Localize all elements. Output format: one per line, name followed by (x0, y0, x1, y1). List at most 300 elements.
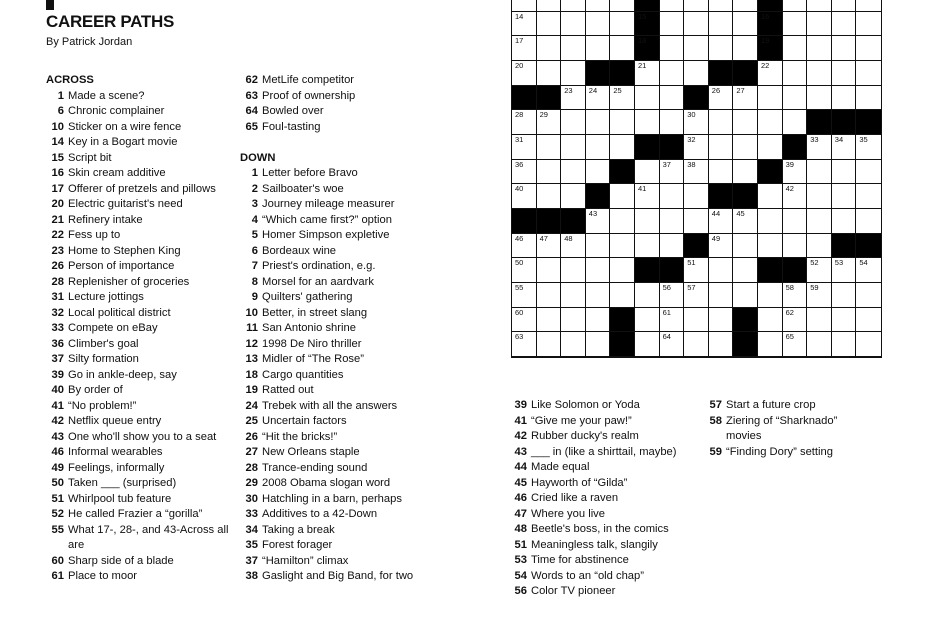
grid-cell[interactable] (684, 135, 709, 160)
clue-text: Start a future crop (726, 399, 816, 411)
down-clue[interactable] (240, 290, 420, 306)
grid-cell[interactable] (832, 160, 857, 185)
down-clue[interactable] (509, 584, 699, 600)
grid-cell[interactable] (709, 86, 734, 111)
grid-cell[interactable] (832, 0, 857, 12)
grid-cell[interactable] (733, 160, 758, 185)
grid-block (758, 160, 783, 185)
across-clue[interactable] (46, 290, 231, 306)
across-clue[interactable] (46, 321, 231, 337)
across-clue[interactable] (46, 554, 231, 570)
grid-cell[interactable] (856, 283, 881, 308)
down-clue[interactable] (509, 429, 699, 445)
grid-cell[interactable] (783, 332, 808, 357)
grid-cell[interactable] (561, 308, 586, 333)
grid-cell[interactable] (709, 209, 734, 234)
grid-cell[interactable] (709, 234, 734, 259)
grid-cell[interactable] (832, 135, 857, 160)
grid-cell[interactable] (856, 0, 881, 12)
grid-cell[interactable] (807, 258, 832, 283)
clue-text: Cargo quantities (262, 368, 344, 381)
grid-cell[interactable] (856, 86, 881, 111)
grid-cell[interactable] (512, 12, 537, 37)
grid-cell[interactable] (610, 110, 635, 135)
grid-cell[interactable] (733, 110, 758, 135)
grid-cell[interactable] (586, 209, 611, 234)
grid-cell[interactable] (537, 36, 562, 61)
grid-block (758, 12, 783, 37)
grid-cell[interactable] (561, 332, 586, 357)
down-clue[interactable] (509, 522, 699, 538)
grid-cell[interactable] (537, 234, 562, 259)
across-clue[interactable] (46, 135, 231, 151)
grid-cell[interactable] (709, 160, 734, 185)
clue-column-4 (704, 398, 864, 460)
grid-cell[interactable] (783, 283, 808, 308)
grid-cell[interactable] (758, 110, 783, 135)
grid-cell[interactable] (709, 0, 734, 12)
grid-cell[interactable] (684, 12, 709, 37)
grid-cell[interactable] (733, 283, 758, 308)
grid-cell[interactable] (512, 135, 537, 160)
cell-number: 14 (515, 11, 524, 21)
grid-cell[interactable] (610, 135, 635, 160)
grid-cell[interactable] (856, 308, 881, 333)
clue-text: He called Frazier a “gorilla” (68, 508, 203, 520)
across-clue[interactable] (240, 120, 420, 136)
down-clue[interactable] (509, 553, 699, 569)
across-clue[interactable] (46, 430, 231, 446)
across-clue[interactable] (46, 151, 231, 167)
down-clue[interactable] (240, 259, 420, 275)
clue-number: 10 (51, 120, 64, 133)
down-clue[interactable] (240, 492, 420, 508)
across-clue[interactable] (46, 414, 231, 430)
grid-cell[interactable] (635, 86, 660, 111)
grid-block (635, 36, 660, 61)
grid-cell[interactable] (709, 36, 734, 61)
grid-cell[interactable] (832, 86, 857, 111)
clue-text: “Give me your paw!” (531, 414, 632, 427)
clue-text: “Finding Dory” setting (726, 445, 833, 458)
across-clue[interactable] (46, 259, 231, 275)
grid-cell[interactable] (832, 184, 857, 209)
grid-cell[interactable] (684, 283, 709, 308)
grid-cell[interactable] (856, 258, 881, 283)
down-clue[interactable] (240, 507, 420, 523)
grid-cell[interactable] (635, 209, 660, 234)
grid-block (512, 86, 537, 111)
grid-cell[interactable] (856, 61, 881, 86)
grid-cell[interactable] (561, 184, 586, 209)
grid-cell[interactable] (635, 283, 660, 308)
grid-cell[interactable] (684, 110, 709, 135)
grid-cell[interactable] (660, 283, 685, 308)
down-clue[interactable] (240, 414, 420, 430)
grid-cell[interactable] (561, 283, 586, 308)
grid-cell[interactable] (684, 0, 709, 12)
grid-cell[interactable] (586, 308, 611, 333)
grid-cell[interactable] (684, 36, 709, 61)
grid-cell[interactable] (733, 36, 758, 61)
grid-cell[interactable] (537, 12, 562, 37)
grid-cell[interactable] (856, 160, 881, 185)
grid-cell[interactable] (660, 184, 685, 209)
grid-cell[interactable] (832, 308, 857, 333)
grid-cell[interactable] (807, 61, 832, 86)
clue-text: Sailboater's woe (262, 182, 344, 195)
grid-cell[interactable] (758, 332, 783, 357)
grid-cell[interactable] (660, 61, 685, 86)
down-clue[interactable] (240, 306, 420, 322)
clue-number: 1 (57, 89, 64, 102)
grid-cell[interactable] (758, 234, 783, 259)
grid-cell[interactable] (856, 135, 881, 160)
grid-cell[interactable] (561, 86, 586, 111)
across-clue[interactable] (46, 383, 231, 399)
grid-cell[interactable] (586, 258, 611, 283)
grid-cell[interactable] (709, 135, 734, 160)
down-clue[interactable] (509, 414, 699, 430)
grid-cell[interactable] (660, 0, 685, 12)
grid-cell[interactable] (660, 209, 685, 234)
grid-cell[interactable] (832, 332, 857, 357)
across-clue[interactable] (46, 476, 231, 492)
grid-cell[interactable] (537, 61, 562, 86)
across-clue[interactable] (46, 228, 231, 244)
grid-cell[interactable] (709, 12, 734, 37)
grid-cell[interactable] (660, 110, 685, 135)
grid-cell[interactable] (758, 86, 783, 111)
grid-cell[interactable] (684, 160, 709, 185)
grid-cell[interactable] (783, 308, 808, 333)
grid-cell[interactable] (512, 332, 537, 357)
grid-cell[interactable] (660, 12, 685, 37)
grid-cell[interactable] (783, 0, 808, 12)
grid-cell[interactable] (610, 12, 635, 37)
grid-cell[interactable] (856, 332, 881, 357)
grid-cell[interactable] (758, 135, 783, 160)
grid-cell[interactable] (660, 332, 685, 357)
across-clue[interactable] (240, 104, 420, 120)
across-clue[interactable] (46, 182, 231, 198)
clue-text: Chronic complainer (68, 105, 165, 117)
across-clue[interactable] (46, 166, 231, 182)
grid-cell[interactable] (807, 36, 832, 61)
down-clue[interactable] (240, 213, 420, 229)
clue-column-2 (240, 73, 420, 585)
grid-cell[interactable] (807, 308, 832, 333)
grid-cell[interactable] (807, 184, 832, 209)
grid-cell[interactable] (856, 209, 881, 234)
grid-cell[interactable] (684, 209, 709, 234)
down-clue[interactable] (704, 414, 864, 445)
grid-cell[interactable] (537, 0, 562, 12)
grid-cell[interactable] (783, 184, 808, 209)
grid-cell[interactable] (684, 61, 709, 86)
grid-cell[interactable] (832, 258, 857, 283)
down-clue[interactable] (240, 461, 420, 477)
grid-cell[interactable] (660, 308, 685, 333)
grid-cell[interactable] (684, 258, 709, 283)
grid-cell[interactable] (512, 258, 537, 283)
across-clue[interactable] (46, 507, 231, 523)
down-clue[interactable] (240, 383, 420, 399)
grid-cell[interactable] (783, 110, 808, 135)
grid-cell[interactable] (660, 160, 685, 185)
grid-cell[interactable] (561, 258, 586, 283)
grid-cell[interactable] (807, 283, 832, 308)
grid-cell[interactable] (807, 0, 832, 12)
down-clue[interactable] (240, 445, 420, 461)
grid-cell[interactable] (709, 258, 734, 283)
grid-cell[interactable] (832, 283, 857, 308)
down-clue[interactable] (240, 352, 420, 368)
across-clue[interactable] (46, 569, 231, 585)
down-clue[interactable] (240, 476, 420, 492)
clue-number: 6 (251, 244, 258, 257)
clue-number: 39 (514, 399, 527, 411)
across-clue[interactable] (240, 89, 420, 105)
grid-cell[interactable] (832, 61, 857, 86)
grid-cell[interactable] (561, 12, 586, 37)
grid-cell[interactable] (537, 308, 562, 333)
down-clue[interactable] (240, 430, 420, 446)
down-clue[interactable] (509, 569, 699, 585)
grid-cell[interactable] (709, 308, 734, 333)
grid-cell[interactable] (783, 160, 808, 185)
clue-number: 53 (514, 554, 527, 566)
grid-cell[interactable] (733, 234, 758, 259)
grid-cell[interactable] (537, 184, 562, 209)
across-clue[interactable] (46, 120, 231, 136)
grid-cell[interactable] (512, 308, 537, 333)
grid-cell[interactable] (586, 283, 611, 308)
down-clue[interactable] (509, 476, 699, 492)
grid-cell[interactable] (586, 0, 611, 12)
grid-block (783, 258, 808, 283)
grid-cell[interactable] (586, 160, 611, 185)
grid-cell[interactable] (832, 36, 857, 61)
grid-block (561, 209, 586, 234)
down-clue[interactable] (240, 337, 420, 353)
clue-text: Go in ankle-deep, say (68, 368, 177, 381)
down-clue[interactable] (240, 166, 420, 182)
grid-cell[interactable] (807, 160, 832, 185)
grid-cell[interactable] (783, 209, 808, 234)
down-clue[interactable] (240, 569, 420, 585)
grid-cell[interactable] (586, 12, 611, 37)
down-clue[interactable] (240, 275, 420, 291)
across-clue[interactable] (46, 461, 231, 477)
grid-cell[interactable] (684, 332, 709, 357)
cell-number: 17 (515, 36, 524, 46)
grid-cell[interactable] (561, 160, 586, 185)
grid-cell[interactable] (783, 234, 808, 259)
grid-cell[interactable] (512, 160, 537, 185)
clue-number: 5 (251, 229, 258, 241)
clue-text: Refinery intake (68, 213, 143, 226)
across-clue[interactable] (46, 523, 231, 554)
grid-cell[interactable] (512, 36, 537, 61)
grid-cell[interactable] (561, 36, 586, 61)
grid-block (660, 258, 685, 283)
grid-cell[interactable] (561, 234, 586, 259)
grid-cell[interactable] (537, 110, 562, 135)
clue-text: Sharp side of a blade (68, 554, 174, 567)
grid-cell[interactable] (537, 135, 562, 160)
grid-cell[interactable] (758, 209, 783, 234)
grid-cell[interactable] (832, 12, 857, 37)
grid-cell[interactable] (783, 86, 808, 111)
grid-cell[interactable] (537, 160, 562, 185)
across-clue[interactable] (46, 445, 231, 461)
grid-cell[interactable] (807, 135, 832, 160)
grid-cell[interactable] (783, 12, 808, 37)
grid-cell[interactable] (610, 283, 635, 308)
grid-cell[interactable] (635, 308, 660, 333)
across-clue[interactable] (46, 368, 231, 384)
grid-cell[interactable] (561, 0, 586, 12)
grid-cell[interactable] (733, 86, 758, 111)
across-clue[interactable] (46, 89, 231, 105)
grid-cell[interactable] (561, 135, 586, 160)
grid-cell[interactable] (586, 110, 611, 135)
grid-cell[interactable] (610, 184, 635, 209)
down-clue[interactable] (509, 398, 699, 414)
across-clue[interactable] (46, 213, 231, 229)
grid-cell[interactable] (709, 332, 734, 357)
grid-cell[interactable] (610, 0, 635, 12)
down-clue[interactable] (240, 399, 420, 415)
grid-cell[interactable] (610, 86, 635, 111)
grid-cell[interactable] (610, 36, 635, 61)
grid-cell[interactable] (512, 234, 537, 259)
grid-cell[interactable] (709, 283, 734, 308)
grid-cell[interactable] (807, 209, 832, 234)
grid-cell[interactable] (537, 283, 562, 308)
grid-cell[interactable] (660, 36, 685, 61)
down-clue[interactable] (704, 398, 864, 414)
grid-cell[interactable] (586, 86, 611, 111)
down-clue[interactable] (509, 445, 699, 461)
down-clue[interactable] (240, 523, 420, 539)
grid-cell[interactable] (807, 234, 832, 259)
grid-cell[interactable] (832, 209, 857, 234)
grid-cell[interactable] (783, 61, 808, 86)
clue-text: Words to an “old chap” (531, 569, 644, 582)
grid-cell[interactable] (586, 234, 611, 259)
grid-cell[interactable] (512, 61, 537, 86)
grid-cell[interactable] (660, 234, 685, 259)
clue-text: Feelings, informally (68, 461, 165, 474)
down-clue[interactable] (240, 197, 420, 213)
grid-cell[interactable] (610, 258, 635, 283)
grid-cell[interactable] (610, 234, 635, 259)
grid-cell[interactable] (709, 110, 734, 135)
down-clue[interactable] (240, 228, 420, 244)
clue-number: 57 (709, 399, 722, 411)
clue-number: 45 (514, 476, 527, 489)
grid-cell[interactable] (856, 36, 881, 61)
grid-cell[interactable] (807, 332, 832, 357)
grid-cell[interactable] (635, 184, 660, 209)
grid-cell[interactable] (733, 135, 758, 160)
across-clue[interactable] (46, 337, 231, 353)
down-clue[interactable] (509, 538, 699, 554)
across-clue[interactable] (46, 306, 231, 322)
grid-cell[interactable] (684, 184, 709, 209)
grid-cell[interactable] (635, 110, 660, 135)
grid-cell[interactable] (635, 61, 660, 86)
grid-cell[interactable] (586, 36, 611, 61)
grid-cell[interactable] (586, 135, 611, 160)
across-clue[interactable] (46, 399, 231, 415)
down-clue[interactable] (240, 554, 420, 570)
down-clue[interactable] (240, 368, 420, 384)
across-clue[interactable] (46, 492, 231, 508)
clue-number: 28 (51, 275, 64, 288)
grid-cell[interactable] (733, 258, 758, 283)
grid-cell[interactable] (733, 12, 758, 37)
grid-cell[interactable] (733, 0, 758, 12)
across-clue[interactable] (240, 73, 420, 89)
clue-number: 11 (246, 322, 258, 334)
down-clue[interactable] (509, 491, 699, 507)
grid-cell[interactable] (758, 308, 783, 333)
grid-cell[interactable] (807, 12, 832, 37)
across-clue[interactable] (46, 352, 231, 368)
down-clue[interactable] (509, 460, 699, 476)
grid-cell[interactable] (610, 209, 635, 234)
grid-cell[interactable] (758, 61, 783, 86)
down-clue[interactable] (240, 321, 420, 337)
across-clue[interactable] (46, 197, 231, 213)
grid-cell[interactable] (660, 86, 685, 111)
down-clue[interactable] (704, 445, 864, 461)
grid-cell[interactable] (733, 209, 758, 234)
grid-cell[interactable] (586, 332, 611, 357)
grid-cell[interactable] (807, 86, 832, 111)
grid-cell[interactable] (512, 0, 537, 12)
grid-cell[interactable] (758, 283, 783, 308)
grid-cell[interactable] (512, 283, 537, 308)
down-clue[interactable] (240, 182, 420, 198)
clue-number: 29 (245, 477, 258, 489)
grid-cell[interactable] (635, 160, 660, 185)
grid-cell[interactable] (856, 184, 881, 209)
grid-cell[interactable] (537, 332, 562, 357)
grid-cell[interactable] (561, 110, 586, 135)
down-clue[interactable] (509, 507, 699, 523)
across-clue[interactable] (46, 275, 231, 291)
grid-cell[interactable] (537, 258, 562, 283)
grid-cell[interactable] (758, 184, 783, 209)
grid-cell[interactable] (783, 36, 808, 61)
grid-cell[interactable] (635, 332, 660, 357)
grid-cell[interactable] (561, 61, 586, 86)
grid-cell[interactable] (635, 234, 660, 259)
across-clue[interactable] (46, 104, 231, 120)
down-clue[interactable] (240, 538, 420, 554)
grid-cell[interactable] (684, 308, 709, 333)
down-clue[interactable] (240, 244, 420, 260)
clue-number: 46 (514, 492, 527, 504)
grid-cell[interactable] (512, 184, 537, 209)
grid-cell[interactable] (512, 110, 537, 135)
grid-cell[interactable] (856, 12, 881, 37)
across-clue[interactable] (46, 244, 231, 260)
